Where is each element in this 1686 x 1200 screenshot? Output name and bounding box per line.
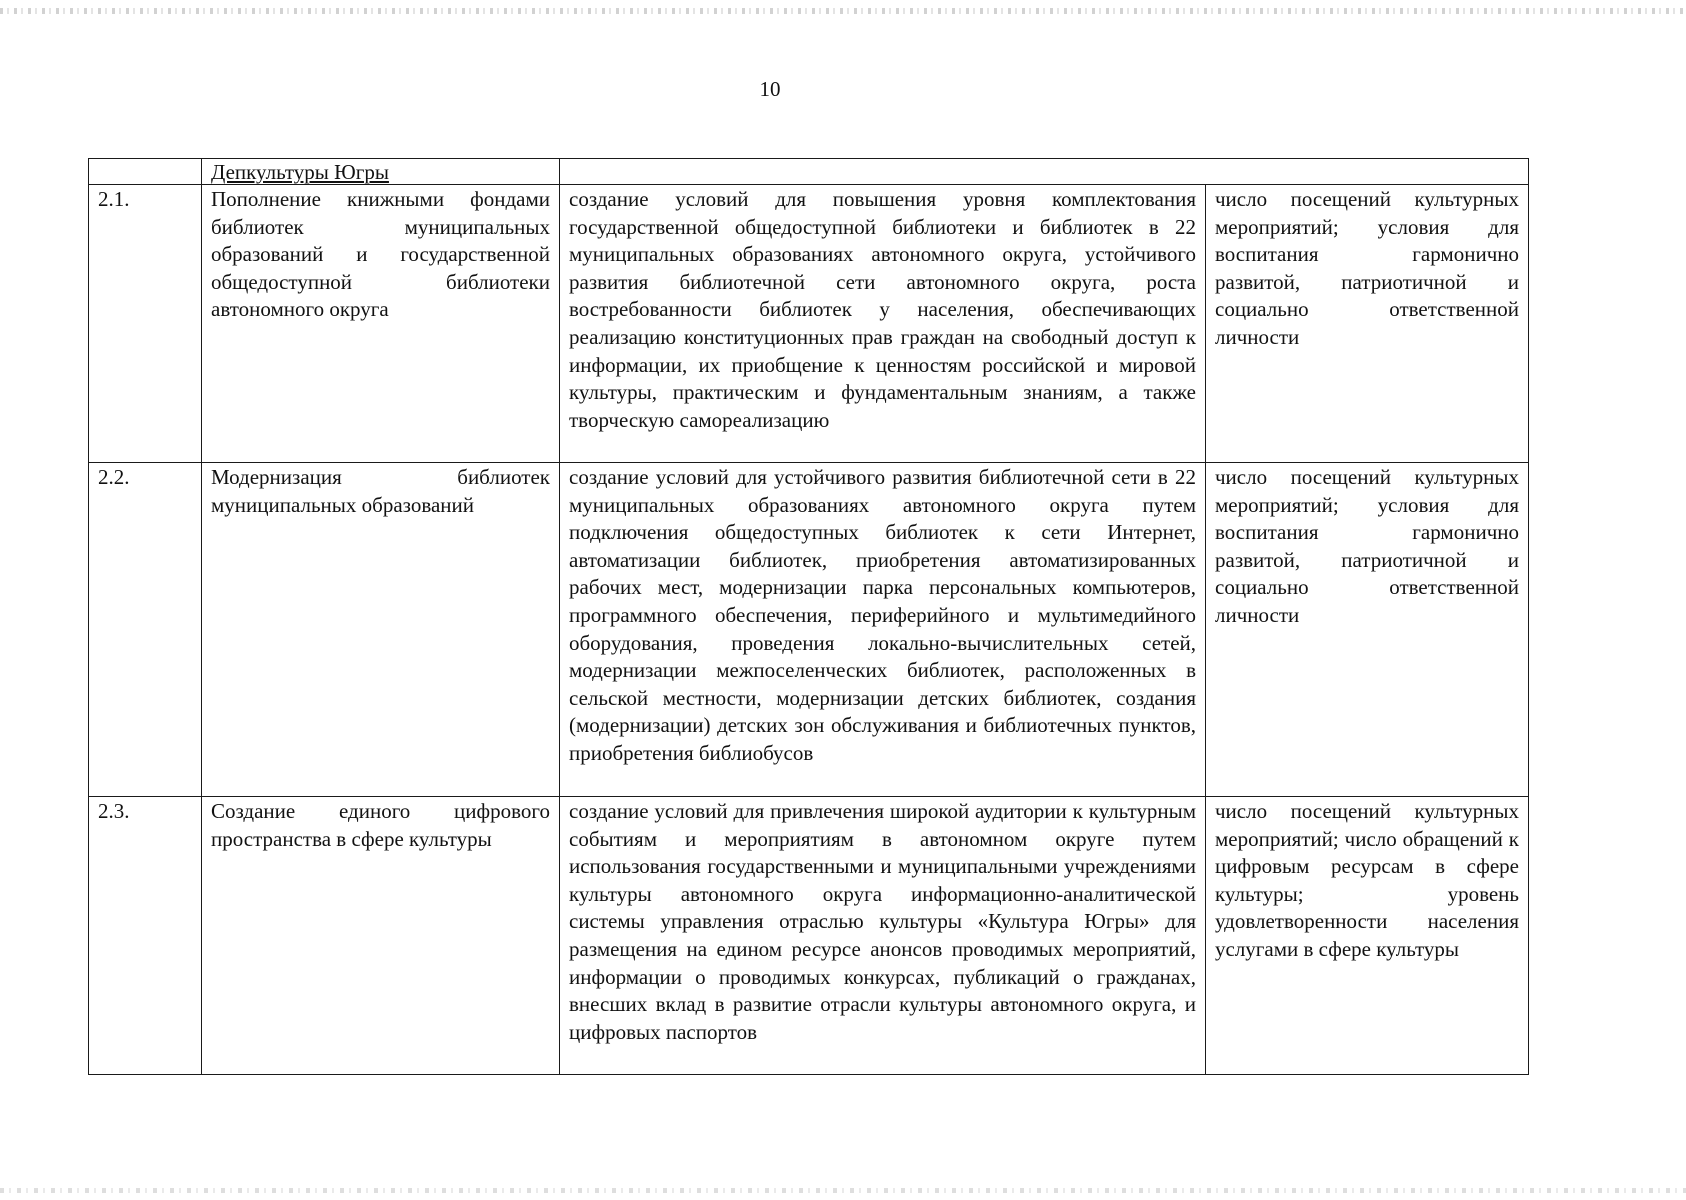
activity-name-cell: Создание единого цифрового пространства в сфере культуры (202, 797, 560, 1075)
table-row (89, 463, 1529, 797)
continuation-number-cell (89, 159, 202, 185)
activity-indicators-cell: число посещений культурных мероприятий; условия для воспитания гармонично развитой, патриотичной и социально ответственной личности (1206, 185, 1529, 463)
activity-description-cell: создание условий для привлечения широкой аудитории к культурным событиям и мероприятиям в автономном округе путем использования государственными и муниципальными учреждениями культуры автономного округа информационно-аналитической системы управления отраслью культуры «Культура Югры» для размещения на едином ресурсе анонсов проводимых мероприятий, информации о проводимых конкурсах, публикаций о гражданах, внесших вклад в развитие отрасли культуры автономного округа, и цифровых паспортов (560, 797, 1206, 1075)
activity-indicators-cell: число посещений культурных мероприятий; условия для воспитания гармонично развитой, патриотичной и социально ответственной личности (1206, 463, 1529, 797)
table-row (89, 797, 1529, 1075)
scan-edge-bottom (0, 1188, 1686, 1193)
activity-description-cell: создание условий для повышения уровня комплектования государственной общедоступной библиотеки и библиотек в 22 муниципальных образованиях автономного округа, устойчивого развития библиотечной сети автономного округа, роста востребованности библиотек у населения, обеспечивающих реализацию конституционных прав граждан на свободный доступ к информации, их приобщение к ценностям российской и мировой культуры, практическим и фундаментальным знаниям, а также творческую самореализацию (560, 185, 1206, 463)
continuation-empty-cell (560, 159, 1529, 185)
responsible-executor-cell: Депкультуры Югры (202, 159, 560, 185)
activity-name-cell: Пополнение книжными фондами библиотек муниципальных образований и государственной общедоступной библиотеки автономного округа (202, 185, 560, 463)
scan-edge-top (0, 8, 1686, 14)
activity-indicators-cell: число посещений культурных мероприятий; число обращений к цифровым ресурсам в сфере культуры; уровень удовлетворенности населения услугами в сфере культуры (1206, 797, 1529, 1075)
activity-number-cell: 2.3. (89, 797, 202, 1075)
page-number: 10 (759, 77, 781, 101)
activity-number-cell: 2.1. (89, 185, 202, 463)
activity-number-cell: 2.2. (89, 463, 202, 797)
program-activities-table (88, 158, 1529, 1075)
activity-description-cell: создание условий для устойчивого развития библиотечной сети в 22 муниципальных образованиях автономного округа путем подключения общедоступных библиотек к сети Интернет, автоматизации библиотек, приобретения автоматизированных рабочих мест, модернизации парка персональных компьютеров, программного обеспечения, периферийного и мультимедийного оборудования, проведения локально-вычислительных сетей, модернизации межпоселенческих библиотек, расположенных в сельской местности, модернизации детских библиотек, создания (модернизации) детских зон обслуживания и библиотечных пунктов, приобретения библиобусов (560, 463, 1206, 797)
activity-name-cell: Модернизация библиотек муниципальных образований (202, 463, 560, 797)
continuation-row (89, 159, 1529, 185)
table-row (89, 185, 1529, 463)
